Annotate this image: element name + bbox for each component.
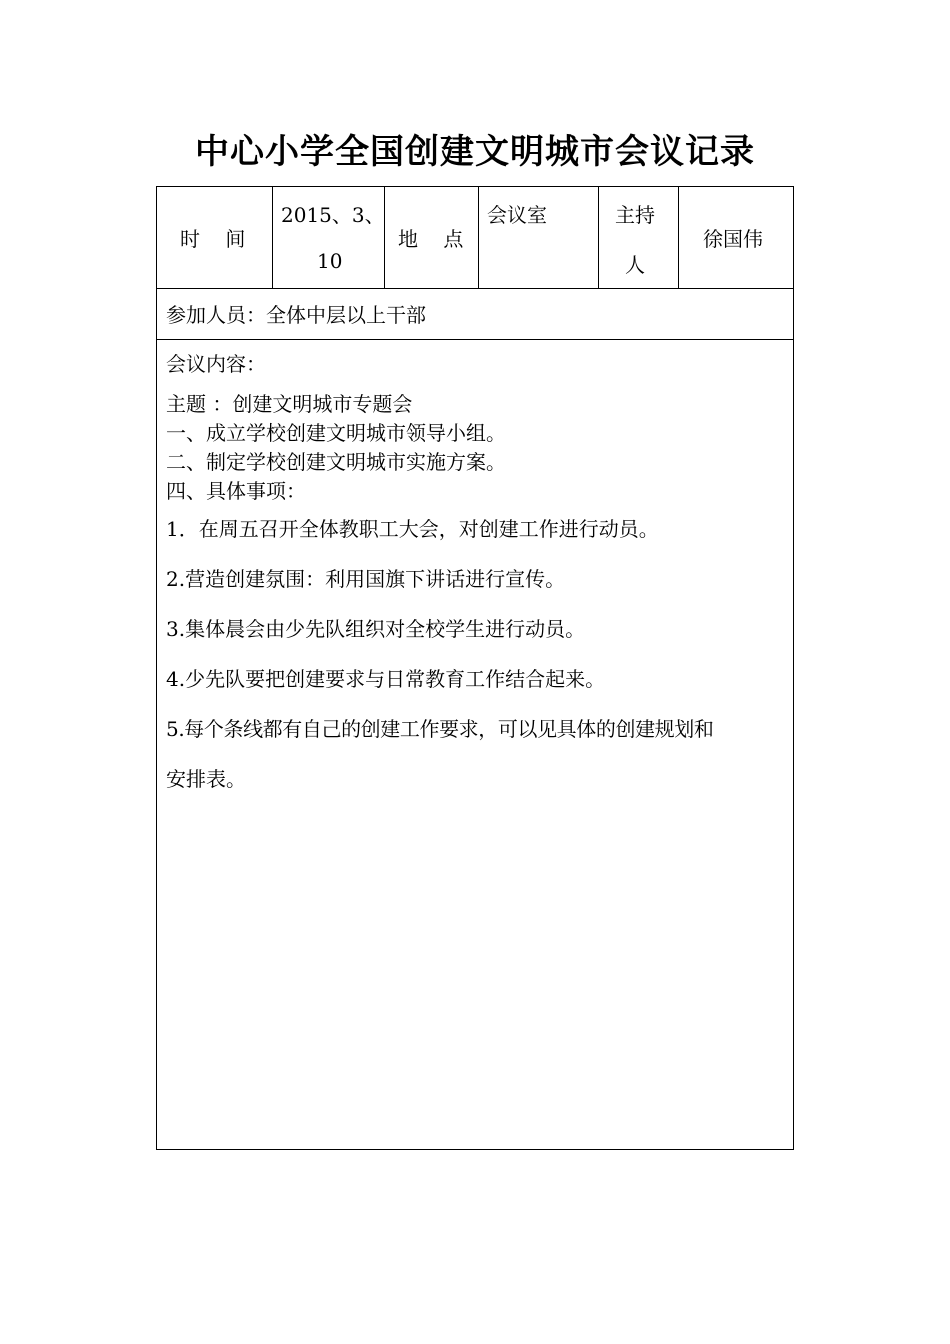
time-value-cell	[273, 187, 385, 288]
time-label-cell	[157, 187, 273, 288]
meeting-record-table	[156, 186, 794, 1150]
content-item: 一、成立学校创建文明城市领导小组。	[166, 421, 506, 445]
content-row	[157, 339, 793, 1149]
content-item: 二、制定学校创建文明城市实施方案。	[166, 450, 506, 474]
content-item: 四、具体事项：	[166, 479, 306, 503]
detail-item: 4.少先队要把创建要求与日常教育工作结合起来。	[166, 667, 606, 691]
page-title: 中心小学全国创建文明城市会议记录	[195, 132, 755, 172]
attendees-text: 参加人员：全体中层以上干部	[166, 303, 426, 327]
host-label-cell	[599, 187, 679, 288]
place-value-cell	[479, 187, 599, 288]
detail-item: 2.营造创建氛围：利用国旗下讲话进行宣传。	[166, 567, 566, 591]
time-value-line1: 2015、3、	[281, 203, 385, 227]
time-value-line2: 10	[317, 249, 343, 273]
detail-item: 5.每个条线都有自己的创建工作要求，可以见具体的创建规划和	[166, 717, 714, 741]
host-label-line2: 人	[625, 253, 645, 277]
place-label: 地 点	[398, 227, 464, 251]
header-row	[157, 187, 793, 289]
host-value-cell	[679, 187, 795, 288]
place-value: 会议室	[487, 203, 547, 227]
host-value: 徐国伟	[703, 227, 763, 251]
content-topic: 主题 ：创建文明城市专题会	[166, 392, 413, 416]
attendees-row	[157, 288, 793, 340]
place-label-cell	[385, 187, 479, 288]
detail-item: 安排表。	[166, 767, 246, 791]
detail-item: 3.集体晨会由少先队组织对全校学生进行动员。	[166, 617, 586, 641]
detail-item: 1．在周五召开全体教职工大会，对创建工作进行动员。	[166, 517, 659, 541]
host-label-line1: 主持	[615, 203, 655, 227]
time-label: 时 间	[180, 227, 246, 251]
content-label: 会议内容：	[166, 352, 266, 376]
